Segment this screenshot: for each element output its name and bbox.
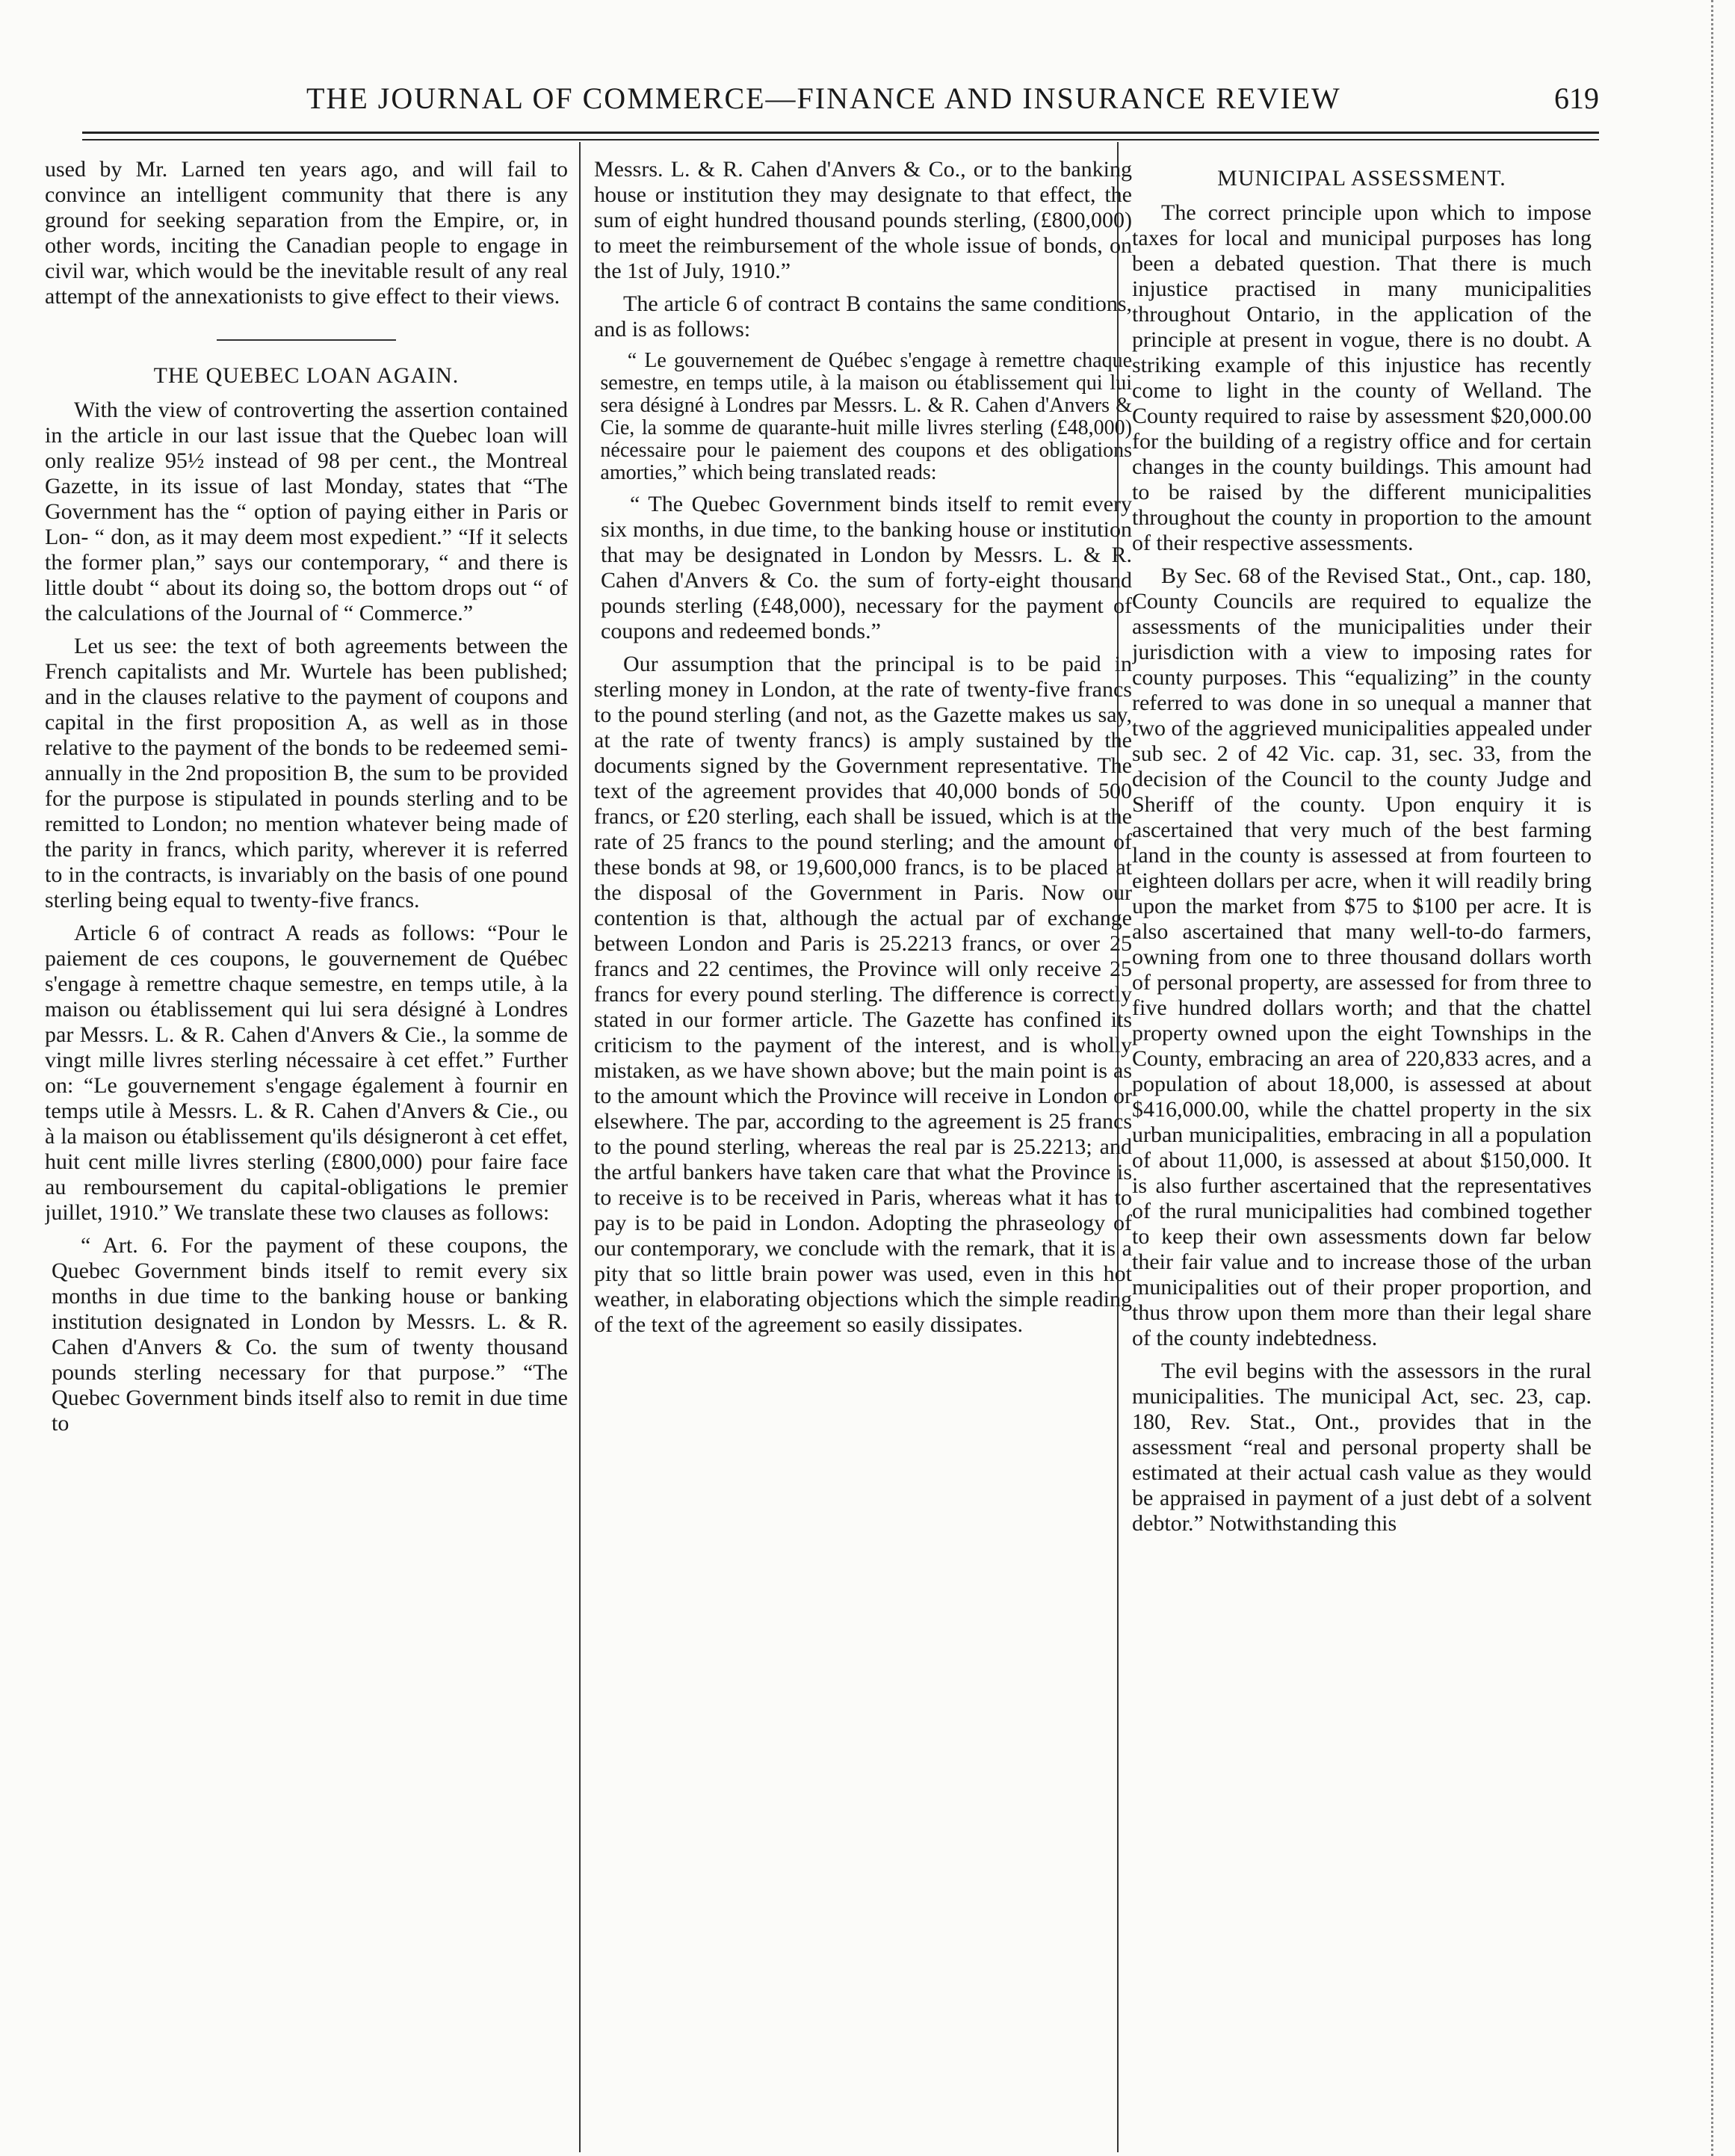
header-rule-thin (82, 139, 1599, 140)
section-heading: MUNICIPAL ASSESSMENT. (1217, 166, 1506, 191)
header-rule (82, 132, 1599, 134)
paragraph: “ Art. 6. For the payment of these coupons, the Quebec Government binds itself to remit every six months in due time to the banking house or banking institution designated in London by Messrs. L. & R. Cahen d'Anvers & Co. the sum of twenty thousand pounds sterling necessary for that purpose.” “The Quebec Government binds itself also to remit in due time to (52, 1233, 568, 1436)
paragraph: Our assumption that the principal is to be paid in sterling money in London, at the rate of twenty-five francs to the pound sterling (and not, as the Gazette makes us say, at the rate of twenty francs) is amply sustained by the documents signed by the Government representative. The text of the agreement provides that 40,000 bonds of 500 francs, or £20 sterling, each shall be issued, which is at the rate of 25 francs to the pound sterling; and the amount of these bonds at 98, or 19,600,000 francs, is to be placed at the disposal of the Government in Paris. Now our contention is that, although the actual par of exchange between London and Paris is 25.2213 francs, or over 25 francs and 22 centimes, the Province will only receive 25 francs for every pound sterling. The difference is correctly stated in our former article. The Gazette has confined its criticism to the payment of the interest, and is wholly mistaken, as we have shown above; but the main point is as to the amount which the Province will receive in London or elsewhere. The par, according to the agreement is 25 francs to the pound sterling, whereas the real par is 25.2213; and the artful bankers have taken care that what the Province is to receive is to be received in Paris, whereas what it has to pay is to be paid in London. Adopting the phraseology of our contemporary, we conclude with the remark, that it is a pity that so little brain power was used, even in this hot weather, in elaborating objections which the simple reading of the text of the agreement so easily dissipates. (594, 652, 1132, 1337)
paragraph: By Sec. 68 of the Revised Stat., Ont., cap. 180, County Councils are required to equalize the assessments of the municipalities under their jurisdiction with a view to imposing rates for county purposes. This “equalizing” in the county referred to was done in so unequal a manner that two of the aggrieved municipalities appealed under sub sec. 2 of 42 Vic. cap. 31, sec. 33, from the decision of the Council to the county Judge and Sheriff of the county. Upon enquiry it is ascertained that very much of the best farming land in the county is assessed at from fourteen to eighteen dollars per acre, when it will readily bring upon the market from $75 to $100 per acre. It is also ascertained that many well-to-do farmers, owning from one to three thousand dollars worth of personal property, are assessed for from three to five hundred dollars worth; and that the chattel property owned upon the eight Townships in the County, embracing an area of 220,833 acres, and a population of about 18,000, is assessed at about $416,000.00, while the chattel property in the six urban municipalities, embracing in all a population of about 11,000, is assessed at about $150,000. It is also further ascertained that the representatives of the rural municipalities had combined together to keep their own assessments down far below their fair value and to increase those of the urban municipalities out of their proper proportion, and thus throw upon them more than their legal share of the county indebtedness. (1132, 563, 1592, 1350)
paragraph: Article 6 of contract A reads as follows: “Pour le paiement de ces coupons, le gouvernement de Québec s'engage à remettre chaque semestre, en temps utile, à la maison ou établissement qui lui sera désigné à Londres par Messrs. L. & R. Cahen d'Anvers & Cie., la somme de vingt mille livres sterling nécessaire à cet effet.” Further on: “Le gouvernement s'engage également à fournir en temps utile à Messrs. L. & R. Cahen d'Anvers & Cie., ou à la maison ou établissement qu'ils désigneront à cet effet, huit cent mille livres sterling (£800,000) pour faire face au remboursement du capital-obligations le premier juillet, 1910.” We translate these two clauses as follows: (45, 921, 568, 1225)
paragraph: “ The Quebec Government binds itself to remit every six months, in due time, to the banking house or institution that may be designated in London by Messrs. L. & R. Cahen d'Anvers & Co. the sum of forty-eight thousand pounds sterling (£48,000), necessary for the payment of coupons and redeemed bonds.” (601, 492, 1132, 643)
paragraph: With the view of controverting the assertion contained in the article in our last issue that the Quebec loan will only realize 95½ instead of 98 per cent., the Montreal Gazette, in its issue of last Monday, states that “The Government has the “ option of paying either in Paris or Lon- “ don, as it may deem most expedient.” “If it selects the former plan,” says our contemporary, “ and there is little doubt “ about its doing so, the bottom drops out “ of the calculations of the Journal of “ Commerce.” (45, 398, 568, 626)
paragraph: Messrs. L. & R. Cahen d'Anvers & Co., or to the banking house or institution they may designate to that effect, the sum of eight hundred thousand pounds sterling, (£800,000) to meet the reimbursement of the whole issue of bonds, on the 1st of July, 1910.” (594, 157, 1132, 283)
running-title: THE JOURNAL OF COMMERCE—FINANCE AND INSURANCE REVIEW (306, 81, 1341, 115)
page-header (82, 81, 1599, 126)
paragraph: The correct principle upon which to impose taxes for local and municipal purposes has long been a debated question. That there is much injustice practised in many municipalities throughout Ontario, in the application of the principle at present in vogue, there is no doubt. A striking example of this injustice has recently come to light in the county of Welland. The County required to raise by assessment $20,000.00 for the building of a registry office and for certain changes in the county buildings. This amount had to be raised by the different municipalities throughout the county in proportion to the amount of their respective assessments. (1132, 200, 1592, 555)
paragraph: “ Le gouvernement de Québec s'engage à remettre chaque semestre, en temps utile, à la maison ou établissement qui lui sera désigné à Londres par Messrs. L. & R. Cahen d'Anvers & Cie, la somme de quarante-huit mille livres sterling (£48,000) nécessaire pour le paiement des coupons et des obligations amorties,” which being translated reads: (600, 349, 1132, 484)
column-divider (579, 142, 581, 2152)
section-divider (217, 339, 396, 341)
section-heading: THE QUEBEC LOAN AGAIN. (153, 363, 460, 388)
paragraph: Let us see: the text of both agreements between the French capitalists and Mr. Wurtele has been published; and in the clauses relative to the payment of coupons and capital in the first proposition A, as well as in those relative to the payment of the bonds to be redeemed semi-annually in the 2nd proposition B, the sum to be provided for the purpose is stipulated in pounds sterling and to be remitted to London; no mention whatever being made of the parity in francs, which parity, wherever it is referred to in the contracts, is invariably on the basis of one pound sterling being equal to twenty-five francs. (45, 634, 568, 912)
page-edge (1711, 0, 1721, 2156)
column-right (1132, 157, 1592, 2130)
paragraph: The article 6 of contract B contains the same conditions, and is as follows: (594, 291, 1132, 342)
paragraph: The evil begins with the assessors in the rural municipalities. The municipal Act, sec. 23, cap. 180, Rev. Stat., Ont., provides that in the assessment “real and personal property shall be estimated at their actual cash value as they would be appraised in payment of a just debt of a solvent debtor.” Notwithstanding this (1132, 1359, 1592, 1536)
column-left (45, 157, 568, 2130)
page-number: 619 (1554, 81, 1599, 115)
column-middle (594, 157, 1132, 2130)
paragraph: used by Mr. Larned ten years ago, and will fail to convince an intelligent community that there is any ground for seeking separation from the Empire, or, in other words, inciting the Canadian people to engage in civil war, which would be the inevitable result of any real attempt of the annexationists to give effect to their views. (45, 157, 568, 309)
